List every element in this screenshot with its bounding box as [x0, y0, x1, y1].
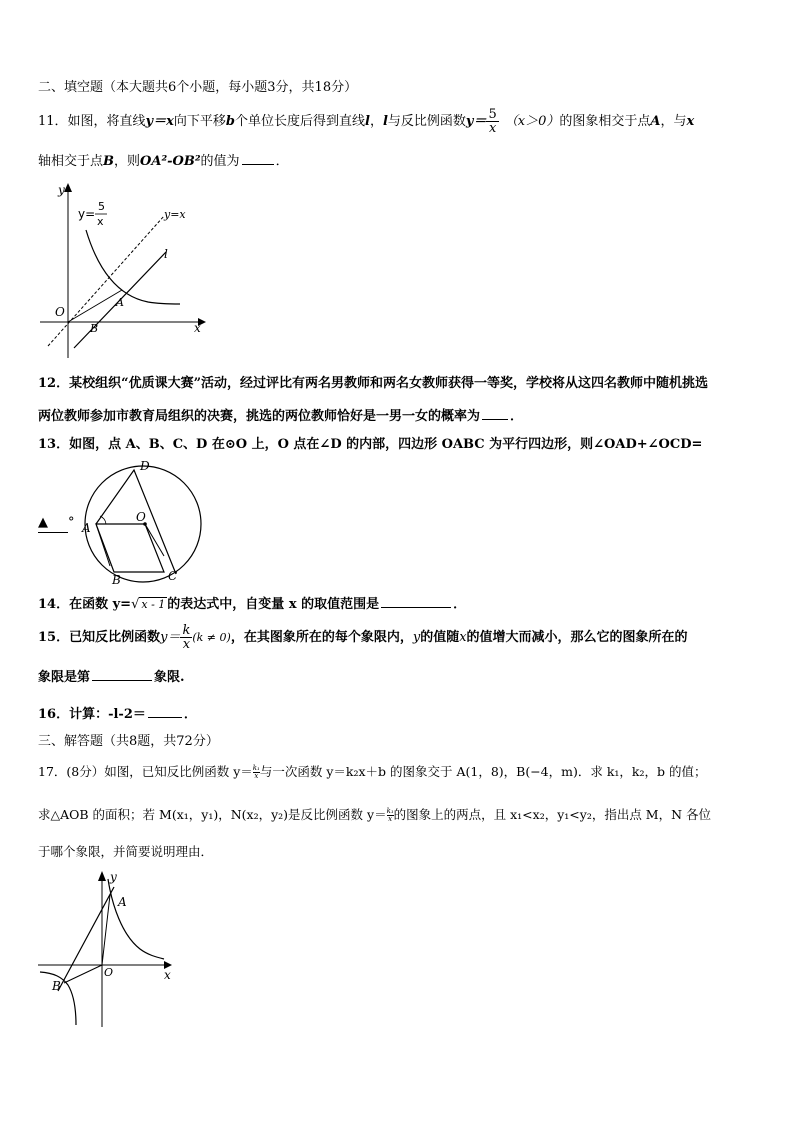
q13-figure — [78, 456, 203, 588]
x-axis-label: x — [164, 968, 171, 982]
point-c-label: C — [168, 569, 178, 583]
fraction-numerator: k — [182, 623, 191, 638]
q11-var-l: l — [382, 114, 388, 129]
q11-fraction — [486, 108, 498, 135]
point-a-label: A — [118, 895, 127, 909]
answer-blank — [381, 593, 451, 608]
q13-line1: 13．如图，点 A、B、C、D 在⊙O 上，O 点在∠D 的内部，四边形 OABC 为平行四边形，则∠OAD+∠OCD= — [38, 437, 703, 452]
segment-oa — [102, 895, 110, 965]
q17-text: 与一次函数 y＝k₂x＋b 的图象交于 A(1，8)，B(−4，m)．求 k₁，k₂，b 的值； — [259, 764, 707, 779]
fraction-denominator: x — [180, 637, 192, 651]
q12-text: ． — [510, 409, 524, 424]
q15-text: 的值增大而减小，那么它的图象所在的 — [466, 630, 688, 645]
q17-text: 求△AOB 的面积；若 M(x₁，y₁)，N(x₂，y₂)是反比例函数 y＝ — [38, 807, 387, 822]
q11-text: ，则 — [114, 154, 141, 169]
q16-text: 16．计算：-l-2＝ — [38, 707, 146, 722]
curve-label-denominator: x — [97, 215, 104, 228]
point-b-label: B — [52, 979, 61, 993]
q11-text: 向下平移 — [173, 114, 226, 129]
q11-var-l: l — [364, 114, 370, 129]
q17-line1 — [38, 763, 707, 781]
q15-line2 — [38, 666, 185, 687]
origin-label: O — [104, 966, 114, 979]
y-axis-label: y — [110, 870, 117, 884]
answer-blank — [148, 703, 182, 718]
answer-blank — [482, 405, 508, 420]
q11-point-b: B — [103, 154, 115, 169]
q15-text: 象限是第 — [38, 670, 91, 685]
q11-text: 的图象相交于点 — [559, 114, 651, 129]
y-axis-arrow — [98, 871, 106, 881]
q11-expression: OA²-OB² — [140, 154, 201, 169]
point-o-label: O — [136, 510, 146, 524]
q15-text: ，在其图象所在的每个象限内， — [230, 630, 413, 645]
fraction-numerator: k₁ — [386, 807, 394, 815]
q11-eq: y＝x — [145, 114, 174, 129]
q11-condition: （x＞0） — [504, 114, 560, 129]
q11-line1 — [38, 108, 694, 135]
k1-over-x-fraction — [387, 808, 394, 823]
hyperbola-curve — [86, 230, 180, 304]
q11-text: 的值为 — [200, 154, 240, 169]
q14-line: 14．在函数 y=√ x - 1 的表达式中，自变量 x 的取值范围是 ． — [38, 593, 466, 614]
answer-blank — [92, 666, 152, 681]
q11-text: ， — [369, 114, 383, 129]
x-axis-label: x — [194, 321, 201, 335]
q14-radicand: x - 1 — [141, 598, 166, 611]
q11-y-eq: y＝ — [465, 114, 487, 129]
point-d-label: D — [140, 459, 150, 473]
curve-label-numerator: 5 — [98, 200, 105, 213]
fraction-denominator: x — [254, 772, 259, 780]
section-2-title: 二、填空题（本大题共6个小题，每小题3分，共18分） — [38, 80, 358, 95]
k1-over-x-fraction — [253, 765, 260, 780]
segment-ab-inner — [96, 524, 110, 566]
q16-line — [38, 703, 197, 724]
line-l-label: l — [164, 247, 168, 261]
q14-text: 14．在函数 y= — [38, 597, 132, 612]
q16-text: ． — [183, 707, 197, 722]
hyperbola-branch-q1 — [108, 879, 164, 959]
point-a-label: A — [116, 296, 124, 309]
q11-text: 轴相交于点 — [38, 154, 104, 169]
line-yx-label: y=x — [164, 208, 186, 221]
parallelogram-oabc — [96, 524, 164, 572]
fraction-numerator: 5 — [488, 107, 497, 122]
q11-text: 11．如图，将直线 — [38, 114, 146, 129]
q14-text: 的表达式中，自变量 x 的取值范围是 — [167, 597, 380, 612]
y-axis-arrow — [64, 183, 72, 192]
point-a-label: A — [82, 521, 91, 535]
q12-text: 两位教师参加市教育局组织的决赛，挑选的两位教师恰好是一男一女的概率为 — [38, 409, 481, 424]
answer-blank — [242, 150, 274, 165]
q15-condition: (k ≠ 0) — [192, 631, 231, 644]
section-3-title: 三、解答题（共8题，共72分） — [38, 734, 219, 749]
q15-text: 象限. — [154, 670, 185, 685]
q15-y-eq: y＝ — [160, 630, 181, 645]
q11-text: ，与 — [660, 114, 687, 129]
q15-y: y — [412, 630, 421, 645]
fraction-denominator: x — [388, 815, 393, 823]
q11-figure — [36, 178, 211, 360]
q13-answer — [38, 514, 75, 533]
q11-text: ． — [275, 154, 289, 169]
q11-text: 与反比例函数 — [387, 114, 466, 129]
origin-label: O — [55, 305, 65, 319]
q15-x: x — [459, 630, 467, 645]
q17-line2 — [38, 806, 711, 824]
q15-text: 的值随 — [420, 630, 460, 645]
q11-text: 个单位长度后得到直线 — [234, 114, 365, 129]
q12-line2 — [38, 405, 523, 426]
curve-label-prefix: y= — [78, 207, 96, 221]
q15-line1 — [38, 624, 688, 651]
q14-text: ． — [453, 597, 467, 612]
line-y-equals-x — [48, 216, 164, 346]
q11-point-a: A — [650, 114, 661, 129]
degree-sign: ° — [68, 515, 75, 530]
segment-oc-inner — [145, 524, 164, 556]
q15-text: 15．已知反比例函数 — [38, 630, 161, 645]
q17-text: 的图象上的两点，且 x₁<x₂，y₁<y₂，指出点 M，N 各位 — [393, 807, 712, 822]
fraction-denominator: x — [486, 121, 498, 135]
q17-figure — [36, 865, 181, 1030]
q12-line1: 12．某校组织“优质课大赛”活动，经过评比有两名男教师和两名女教师获得一等奖，学校将从这四名教师中随机挑选 — [38, 376, 709, 391]
q11-x: x — [686, 114, 695, 129]
point-b-label: B — [90, 322, 99, 335]
q15-fraction — [180, 624, 192, 651]
fraction-numerator: k₁ — [252, 764, 260, 772]
q11-var-b: b — [225, 114, 235, 129]
q17-text: 17．(8分）如图，已知反比例函数 y＝ — [38, 764, 253, 779]
y-axis-label: y — [58, 183, 65, 197]
segment-ob — [64, 965, 102, 983]
q11-line2 — [38, 150, 289, 171]
q17-line3: 于哪个象限，并简要说明理由． — [38, 844, 214, 859]
answer-triangle-mark: ▲ — [38, 514, 68, 533]
point-b-label: B — [112, 573, 121, 587]
